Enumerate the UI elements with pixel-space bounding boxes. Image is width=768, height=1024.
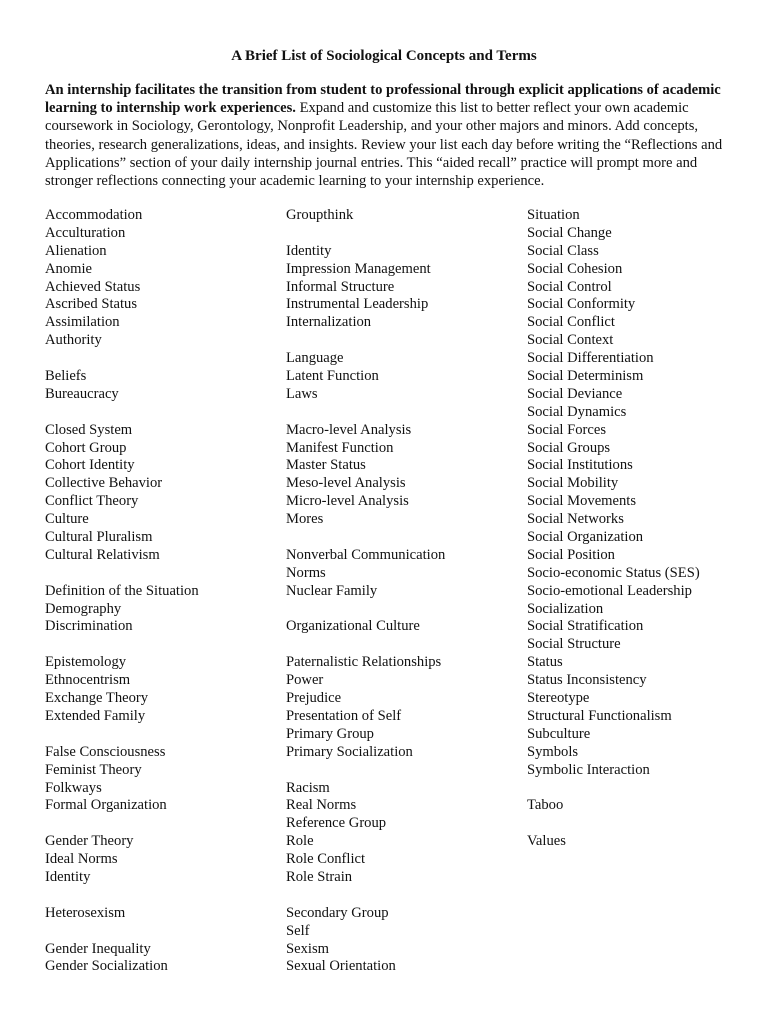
- term-item: Informal Structure: [286, 278, 395, 295]
- term-item: Groupthink: [286, 207, 354, 223]
- term-item: Status Inconsistency: [527, 672, 647, 689]
- term-item: Identity: [286, 242, 332, 259]
- term-item: Cohort Identity: [45, 457, 135, 474]
- intro-text: Expand and customize this list to better reflect your own academic coursework in Sociology, Gerontology, Nonprofit Leadership, and your other majors and minors. Add concepts, theories, research generalizations, ideas, and insights. Review your list each day before writing the “Reflections and Applications” section of your daily internship journal entries. This “aided recall” practice will prompt more and stronger reflections connecting your academic learning to your internship experience.: [45, 100, 723, 190]
- term-item: Formal Organization: [45, 797, 167, 814]
- term-item: Definition of the Situation: [45, 582, 199, 599]
- blank-line: [527, 815, 762, 833]
- term-item: Social Deviance: [527, 385, 623, 402]
- blank-line: [45, 815, 275, 833]
- blank-line: [527, 780, 762, 798]
- term-item: Internalization: [286, 314, 372, 331]
- term-item: Meso-level Analysis: [286, 475, 406, 492]
- term-item: Accommodation: [45, 207, 143, 223]
- term-item: Latent Function: [286, 368, 379, 385]
- term-item: Demography: [45, 600, 122, 617]
- term-item: Primary Socialization: [286, 743, 413, 760]
- term-item: Sexism: [286, 940, 329, 957]
- blank-line: [286, 332, 516, 350]
- term-item: Social Forces: [527, 421, 607, 438]
- term-item: Gender Inequality: [45, 940, 151, 957]
- term-item: Social Stratification: [527, 618, 644, 635]
- term-item: Bureaucracy: [45, 385, 119, 402]
- term-item: Socialization: [527, 600, 604, 617]
- term-item: Ethnocentrism: [45, 672, 131, 689]
- term-item: Closed System: [45, 421, 133, 438]
- term-item: Manifest Function: [286, 439, 394, 456]
- term-item: Cultural Pluralism: [45, 529, 153, 546]
- term-item: Laws: [286, 385, 318, 402]
- term-item: Power: [286, 672, 324, 689]
- term-item: Folkways: [45, 779, 102, 796]
- blank-line: [45, 350, 275, 368]
- term-item: Epistemology: [45, 654, 127, 671]
- term-item: Socio-economic Status (SES): [527, 564, 700, 581]
- term-item: Norms: [286, 564, 326, 581]
- term-item: Role Strain: [286, 868, 353, 885]
- term-item: Social Organization: [527, 529, 644, 546]
- term-item: Role Conflict: [286, 851, 366, 868]
- term-item: Alienation: [45, 242, 107, 259]
- term-item: Exchange Theory: [45, 690, 149, 707]
- term-item: Macro-level Analysis: [286, 421, 412, 438]
- term-item: Beliefs: [45, 368, 87, 385]
- term-item: Social Conformity: [527, 296, 636, 313]
- term-item: Reference Group: [286, 815, 387, 832]
- term-item: Symbols: [527, 743, 579, 760]
- term-item: Social Context: [527, 332, 614, 349]
- term-item: Identity: [45, 868, 91, 885]
- term-item: Subculture: [527, 725, 591, 742]
- term-item: Status: [527, 654, 563, 671]
- term-item: Cohort Group: [45, 439, 127, 456]
- term-item: Collective Behavior: [45, 475, 163, 492]
- term-item: Social Groups: [527, 439, 611, 456]
- term-item: False Consciousness: [45, 743, 166, 760]
- term-item: Paternalistic Relationships: [286, 654, 442, 671]
- term-item: Impression Management: [286, 260, 431, 277]
- blank-line: [45, 887, 275, 905]
- term-item: Social Determinism: [527, 368, 644, 385]
- term-item: Social Institutions: [527, 457, 633, 474]
- term-item: Gender Theory: [45, 833, 134, 850]
- term-item: Social Position: [527, 546, 615, 563]
- term-item: Achieved Status: [45, 278, 141, 295]
- terms-column-2: [286, 207, 516, 976]
- blank-line: [286, 404, 516, 422]
- blank-line: [286, 887, 516, 905]
- term-item: Micro-level Analysis: [286, 493, 409, 510]
- term-item: Values: [527, 833, 566, 850]
- term-item: Self: [286, 922, 310, 939]
- intro-bold-text: An internship facilitates the transition from student to professional through explicit applications of academic learning to internship work experiences.: [45, 82, 721, 117]
- term-item: Presentation of Self: [286, 707, 402, 724]
- term-item: Sexual Orientation: [286, 958, 396, 975]
- term-item: Prejudice: [286, 690, 342, 707]
- term-item: Social Mobility: [527, 475, 619, 492]
- term-item: Extended Family: [45, 707, 146, 724]
- term-item: Social Movements: [527, 493, 637, 510]
- blank-line: [286, 225, 516, 243]
- term-item: Socio-emotional Leadership: [527, 582, 692, 599]
- term-item: Symbolic Interaction: [527, 761, 650, 778]
- term-item: Social Networks: [527, 511, 624, 528]
- term-item: Nonverbal Communication: [286, 546, 446, 563]
- term-item: Situation: [527, 207, 580, 223]
- term-item: Stereotype: [527, 690, 590, 707]
- blank-line: [286, 601, 516, 619]
- blank-line: [45, 404, 275, 422]
- term-item: Anomie: [45, 260, 93, 277]
- blank-line: [286, 529, 516, 547]
- terms-column-3: [527, 207, 762, 851]
- term-item: Secondary Group: [286, 904, 389, 921]
- term-item: Nuclear Family: [286, 582, 378, 599]
- term-item: Assimilation: [45, 314, 120, 331]
- term-item: Master Status: [286, 457, 366, 474]
- term-item: Social Class: [527, 242, 599, 259]
- term-item: Social Conflict: [527, 314, 615, 331]
- page-title: A Brief List of Sociological Concepts and Terms: [231, 48, 537, 64]
- terms-column-1: [45, 207, 275, 976]
- term-item: Social Control: [527, 278, 612, 295]
- term-item: Taboo: [527, 797, 564, 814]
- term-item: Organizational Culture: [286, 618, 420, 635]
- intro-paragraph: [45, 81, 735, 190]
- term-item: Instrumental Leadership: [286, 296, 429, 313]
- term-item: Role: [286, 833, 314, 850]
- term-item: Ascribed Status: [45, 296, 138, 313]
- term-item: Conflict Theory: [45, 493, 139, 510]
- term-item: Social Differentiation: [527, 350, 654, 367]
- term-item: Culture: [45, 511, 89, 528]
- blank-line: [45, 923, 275, 941]
- term-item: Social Change: [527, 224, 612, 241]
- blank-line: [286, 762, 516, 780]
- term-item: Racism: [286, 779, 330, 796]
- term-item: Real Norms: [286, 797, 357, 814]
- term-item: Authority: [45, 332, 102, 349]
- term-item: Ideal Norms: [45, 851, 118, 868]
- term-item: Feminist Theory: [45, 761, 142, 778]
- term-item: Social Cohesion: [527, 260, 623, 277]
- blank-line: [45, 636, 275, 654]
- blank-line: [45, 726, 275, 744]
- term-item: Discrimination: [45, 618, 133, 635]
- term-item: Gender Socialization: [45, 958, 168, 975]
- term-item: Mores: [286, 511, 324, 528]
- term-item: Acculturation: [45, 224, 126, 241]
- term-item: Social Structure: [527, 636, 621, 653]
- blank-line: [286, 636, 516, 654]
- term-item: Heterosexism: [45, 904, 126, 921]
- blank-line: [45, 565, 275, 583]
- term-item: Language: [286, 350, 344, 367]
- term-item: Structural Functionalism: [527, 707, 672, 724]
- term-item: Primary Group: [286, 725, 374, 742]
- term-item: Social Dynamics: [527, 403, 627, 420]
- term-item: Cultural Relativism: [45, 546, 160, 563]
